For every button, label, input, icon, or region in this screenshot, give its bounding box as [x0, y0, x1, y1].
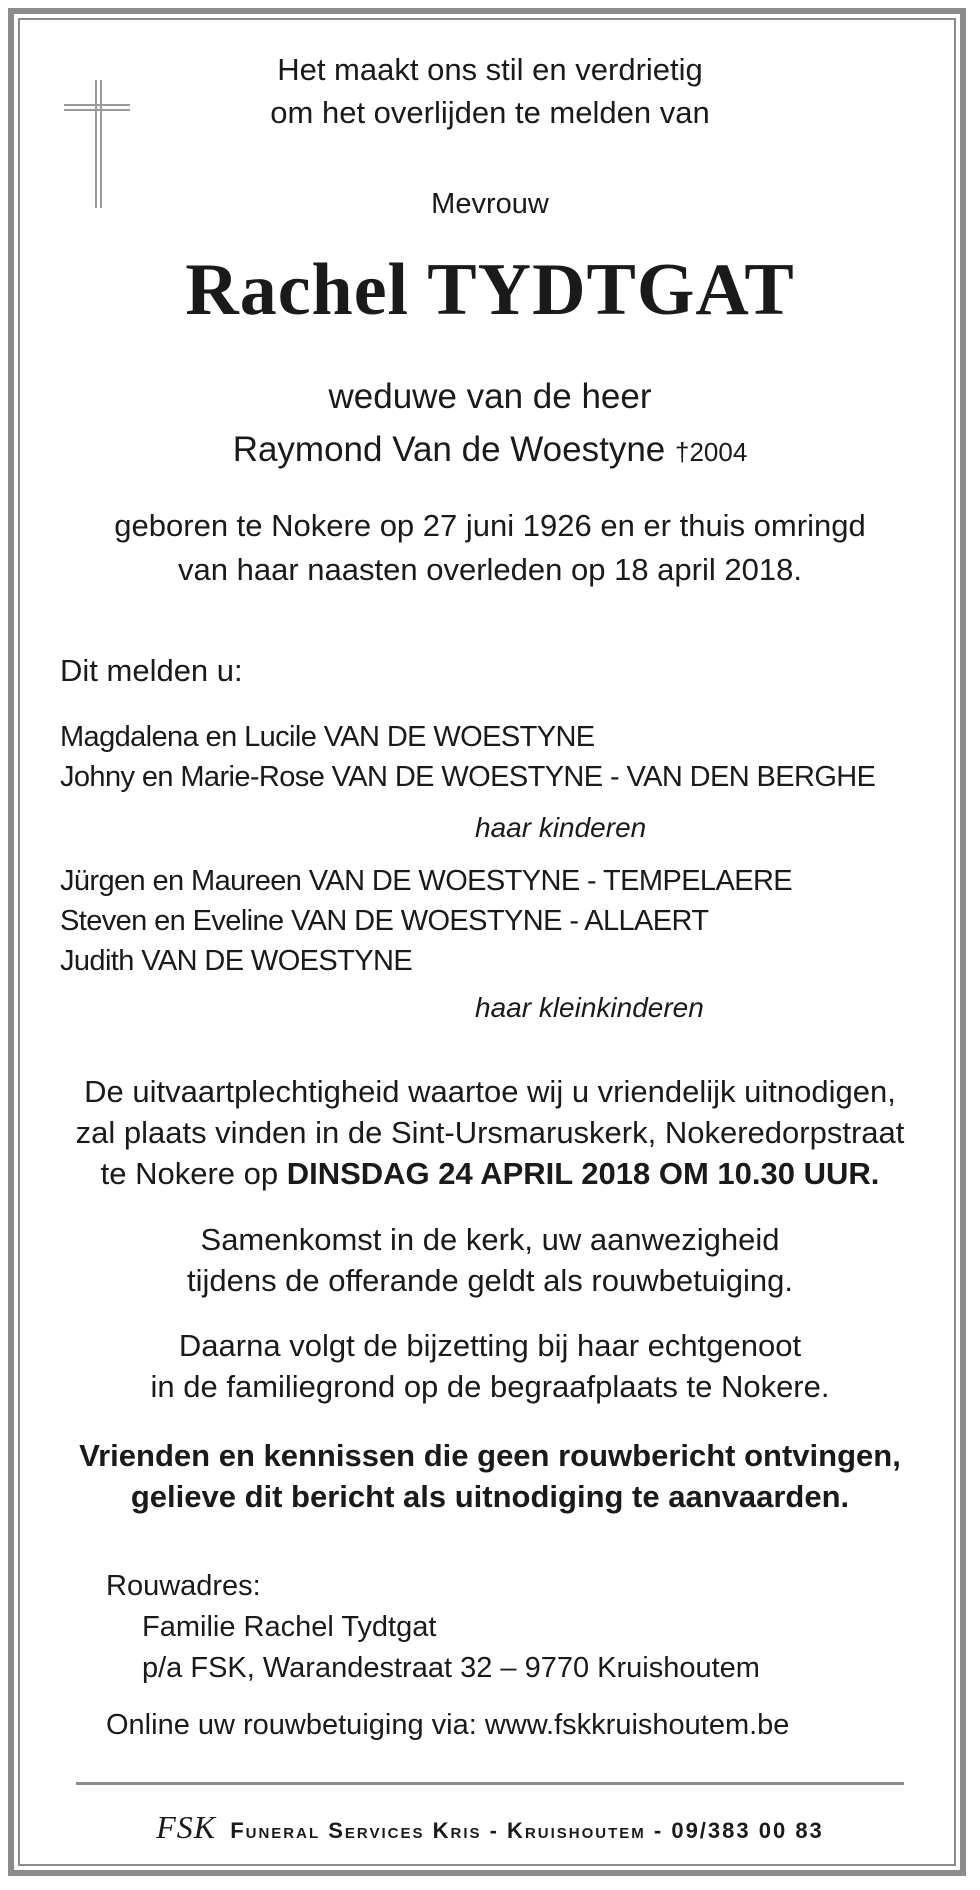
grandchild-3: Judith VAN DE WOESTYNE — [60, 945, 413, 977]
online-condolence: Online uw rouwbetuiging via: www.fskkruishoutem.be — [106, 1709, 790, 1741]
spouse-death-year: †2004 — [674, 437, 748, 467]
burial-line-2: in de familiegrond op de begraafplaats te Nokere. — [150, 1369, 830, 1404]
footer-text: Funeral Services Kris - Kruishoutem - 09/383 00 83 — [230, 1818, 824, 1843]
spouse-line-1: weduwe van de heer — [328, 377, 652, 416]
spouse-name-line — [0, 428, 980, 474]
spouse-name: Raymond Van de Woestyne — [232, 430, 666, 469]
child-2: Johny en Marie-Rose VAN DE WOESTYNE - VAN DEN BERGHE — [60, 761, 876, 793]
ceremony-line-2: zal plaats vinden in de Sint-Ursmaruskerk, Nokeredorpstraat — [75, 1115, 905, 1150]
footer-divider — [76, 1782, 904, 1785]
gathering-line-2: tijdens de offerande geldt als rouwbetuiging. — [186, 1263, 794, 1298]
ceremony-line-3 — [0, 1154, 980, 1194]
salutation: Mevrouw — [431, 188, 549, 220]
child-1: Magdalena en Lucile VAN DE WOESTYNE — [60, 721, 595, 753]
children-label: haar kinderen — [475, 812, 647, 843]
notice-line-2: gelieve dit bericht als uitnodiging te aanvaarden. — [130, 1479, 850, 1514]
address-label: Rouwadres: — [106, 1570, 261, 1602]
ceremony-line-3-prefix: te Nokere op — [100, 1156, 287, 1191]
intro-line-2: om het overlijden te melden van — [270, 95, 710, 130]
footer — [0, 1809, 980, 1846]
birth-death-line-1: geboren te Nokere op 27 juni 1926 en er thuis omringd — [114, 508, 866, 543]
birth-death-line-2: van haar naasten overleden op 18 april 2018. — [178, 552, 802, 587]
fsk-logo: FSK — [156, 1809, 217, 1845]
deceased-name: Rachel TYDTGAT — [185, 249, 795, 331]
address-line-2: p/a FSK, Warandestraat 32 – 9770 Kruishoutem — [142, 1652, 760, 1684]
burial-line-1: Daarna volgt de bijzetting bij haar echtgenoot — [178, 1328, 802, 1363]
intro-line-1: Het maakt ons stil en verdrietig — [277, 52, 703, 87]
notice-line-1: Vrienden en kennissen die geen rouwbericht ontvingen, — [79, 1438, 901, 1473]
ceremony-date-time: DINSDAG 24 APRIL 2018 OM 10.30 UUR. — [286, 1156, 880, 1191]
gathering-line-1: Samenkomst in de kerk, uw aanwezigheid — [200, 1222, 780, 1257]
grandchild-2: Steven en Eveline VAN DE WOESTYNE - ALLAERT — [60, 905, 709, 937]
announcers-intro: Dit melden u: — [60, 653, 243, 688]
grandchild-1: Jürgen en Maureen VAN DE WOESTYNE - TEMPELAERE — [60, 865, 793, 897]
grandchildren-label: haar kleinkinderen — [475, 992, 704, 1023]
ceremony-line-1: De uitvaartplechtigheid waartoe wij u vriendelijk uitnodigen, — [84, 1074, 896, 1109]
address-line-1: Familie Rachel Tydtgat — [142, 1611, 437, 1643]
